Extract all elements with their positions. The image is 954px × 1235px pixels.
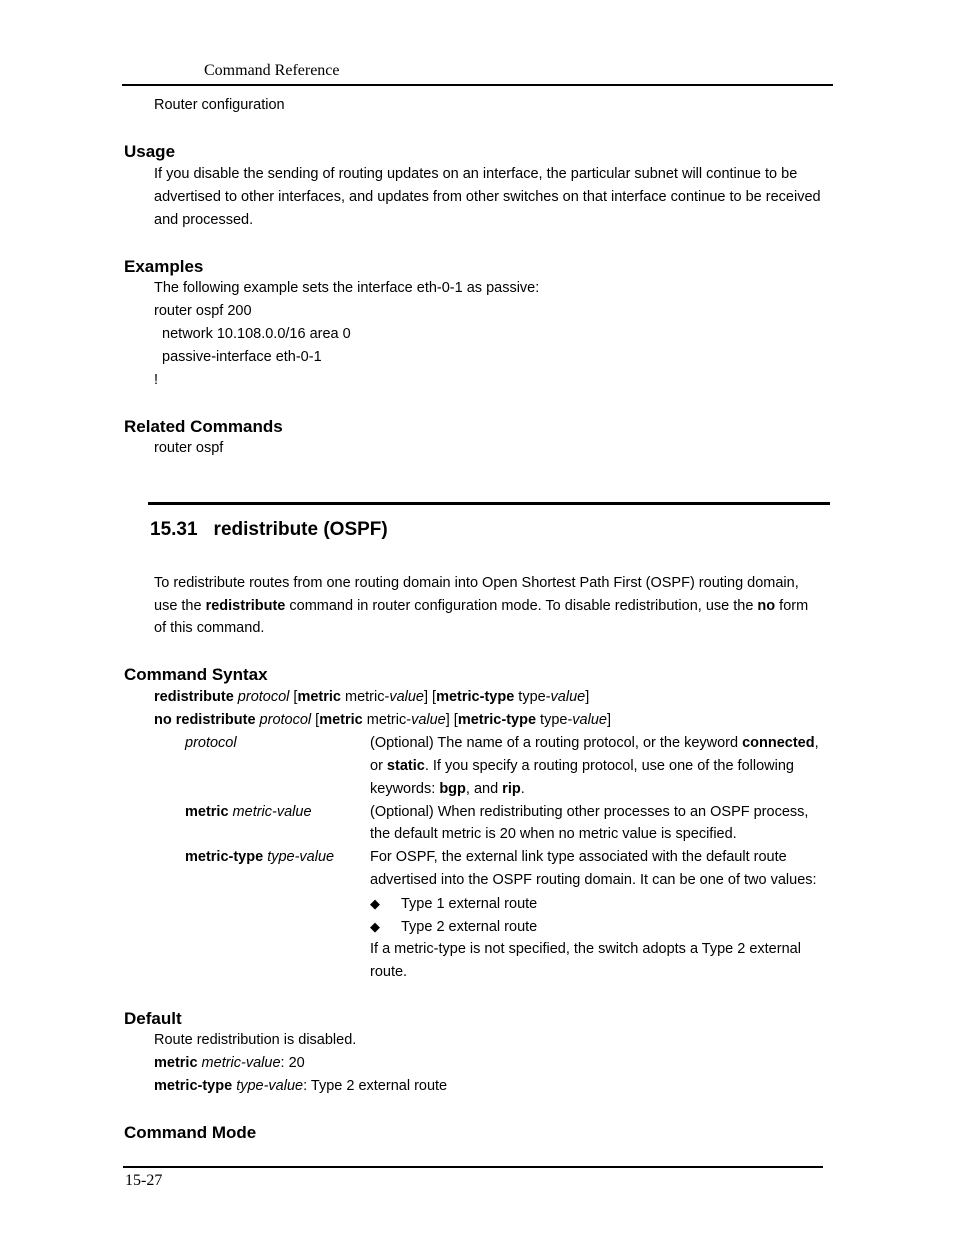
- default-heading: Default: [124, 1009, 182, 1028]
- bullet-item-type-1: ◆ Type 1 external route: [370, 892, 537, 916]
- diamond-bullet-icon: ◆: [370, 896, 380, 911]
- param-metric-type-desc-3: If a metric-type is not specified, the switch adopts a Type 2 external: [370, 941, 801, 957]
- diamond-bullet-icon: ◆: [370, 919, 380, 934]
- example-line-3: network 10.108.0.0/16 area 0: [154, 326, 351, 342]
- bullet-item-type-2: ◆ Type 2 external route: [370, 915, 537, 939]
- section-title: [150, 519, 388, 541]
- section-name: redistribute (OSPF): [213, 519, 388, 540]
- desc-line-1: To redistribute routes from one routing domain into Open Shortest Path First (OSPF) routing domain,: [154, 575, 799, 591]
- param-metric-type-desc-2: advertised into the OSPF routing domain. It can be one of two values:: [370, 872, 817, 888]
- param-metric-type-desc-1: For OSPF, the external link type associated with the default route: [370, 849, 787, 865]
- param-metric-type-desc-4: route.: [370, 964, 408, 980]
- example-line-4: passive-interface eth-0-1: [154, 349, 322, 365]
- syntax-heading: Command Syntax: [124, 665, 268, 684]
- syntax-command-1: redistribute protocol [metric metric-value] [metric-type type-value]: [154, 689, 590, 705]
- param-protocol-name: protocol: [185, 735, 237, 751]
- mode-line: Router configuration: [154, 97, 285, 113]
- syntax-command-2: no redistribute protocol [metric metric-value] [metric-type type-value]: [154, 712, 611, 728]
- param-protocol-desc-1: (Optional) The name of a routing protocol, or the keyword connected,: [370, 735, 819, 751]
- example-line-2: router ospf 200: [154, 303, 252, 319]
- header-rule: [122, 84, 833, 86]
- running-header: Command Reference: [204, 62, 340, 79]
- examples-heading: Examples: [124, 257, 204, 276]
- usage-heading: Usage: [124, 142, 176, 161]
- default-line-3: metric-type type-value: Type 2 external route: [154, 1078, 448, 1094]
- param-metric-type-name: metric-type type-value: [185, 849, 335, 865]
- command-mode-heading: Command Mode: [124, 1123, 257, 1142]
- default-line-1: Route redistribution is disabled.: [154, 1032, 357, 1048]
- example-line-5: !: [154, 372, 159, 388]
- param-protocol-desc-3: keywords: bgp, and rip.: [370, 781, 525, 797]
- default-line-2: metric metric-value: 20: [154, 1055, 305, 1071]
- section-rule: [148, 502, 830, 505]
- page-number: 15-27: [125, 1172, 163, 1189]
- param-metric-desc-1: (Optional) When redistributing other processes to an OSPF process,: [370, 804, 809, 820]
- usage-line-2: advertised to other interfaces, and updates from other switches on that interface continue to be received: [154, 189, 821, 205]
- footer-rule: [123, 1166, 823, 1168]
- usage-line-1: If you disable the sending of routing updates on an interface, the particular subnet will continue to be: [154, 166, 798, 182]
- desc-line-2: use the redistribute command in router configuration mode. To disable redistribution, use the no form: [154, 598, 809, 614]
- example-line-1: The following example sets the interface eth-0-1 as passive:: [154, 280, 540, 296]
- related-heading: Related Commands: [124, 417, 283, 436]
- desc-line-3: of this command.: [154, 620, 265, 636]
- param-metric-desc-2: the default metric is 20 when no metric value is specified.: [370, 826, 737, 842]
- param-metric-name: metric metric-value: [185, 804, 312, 820]
- usage-line-3: and processed.: [154, 212, 254, 228]
- related-item: router ospf: [154, 440, 224, 456]
- param-protocol-desc-2: or static. If you specify a routing protocol, use one of the following: [370, 758, 794, 774]
- section-number: 15.31: [150, 519, 198, 540]
